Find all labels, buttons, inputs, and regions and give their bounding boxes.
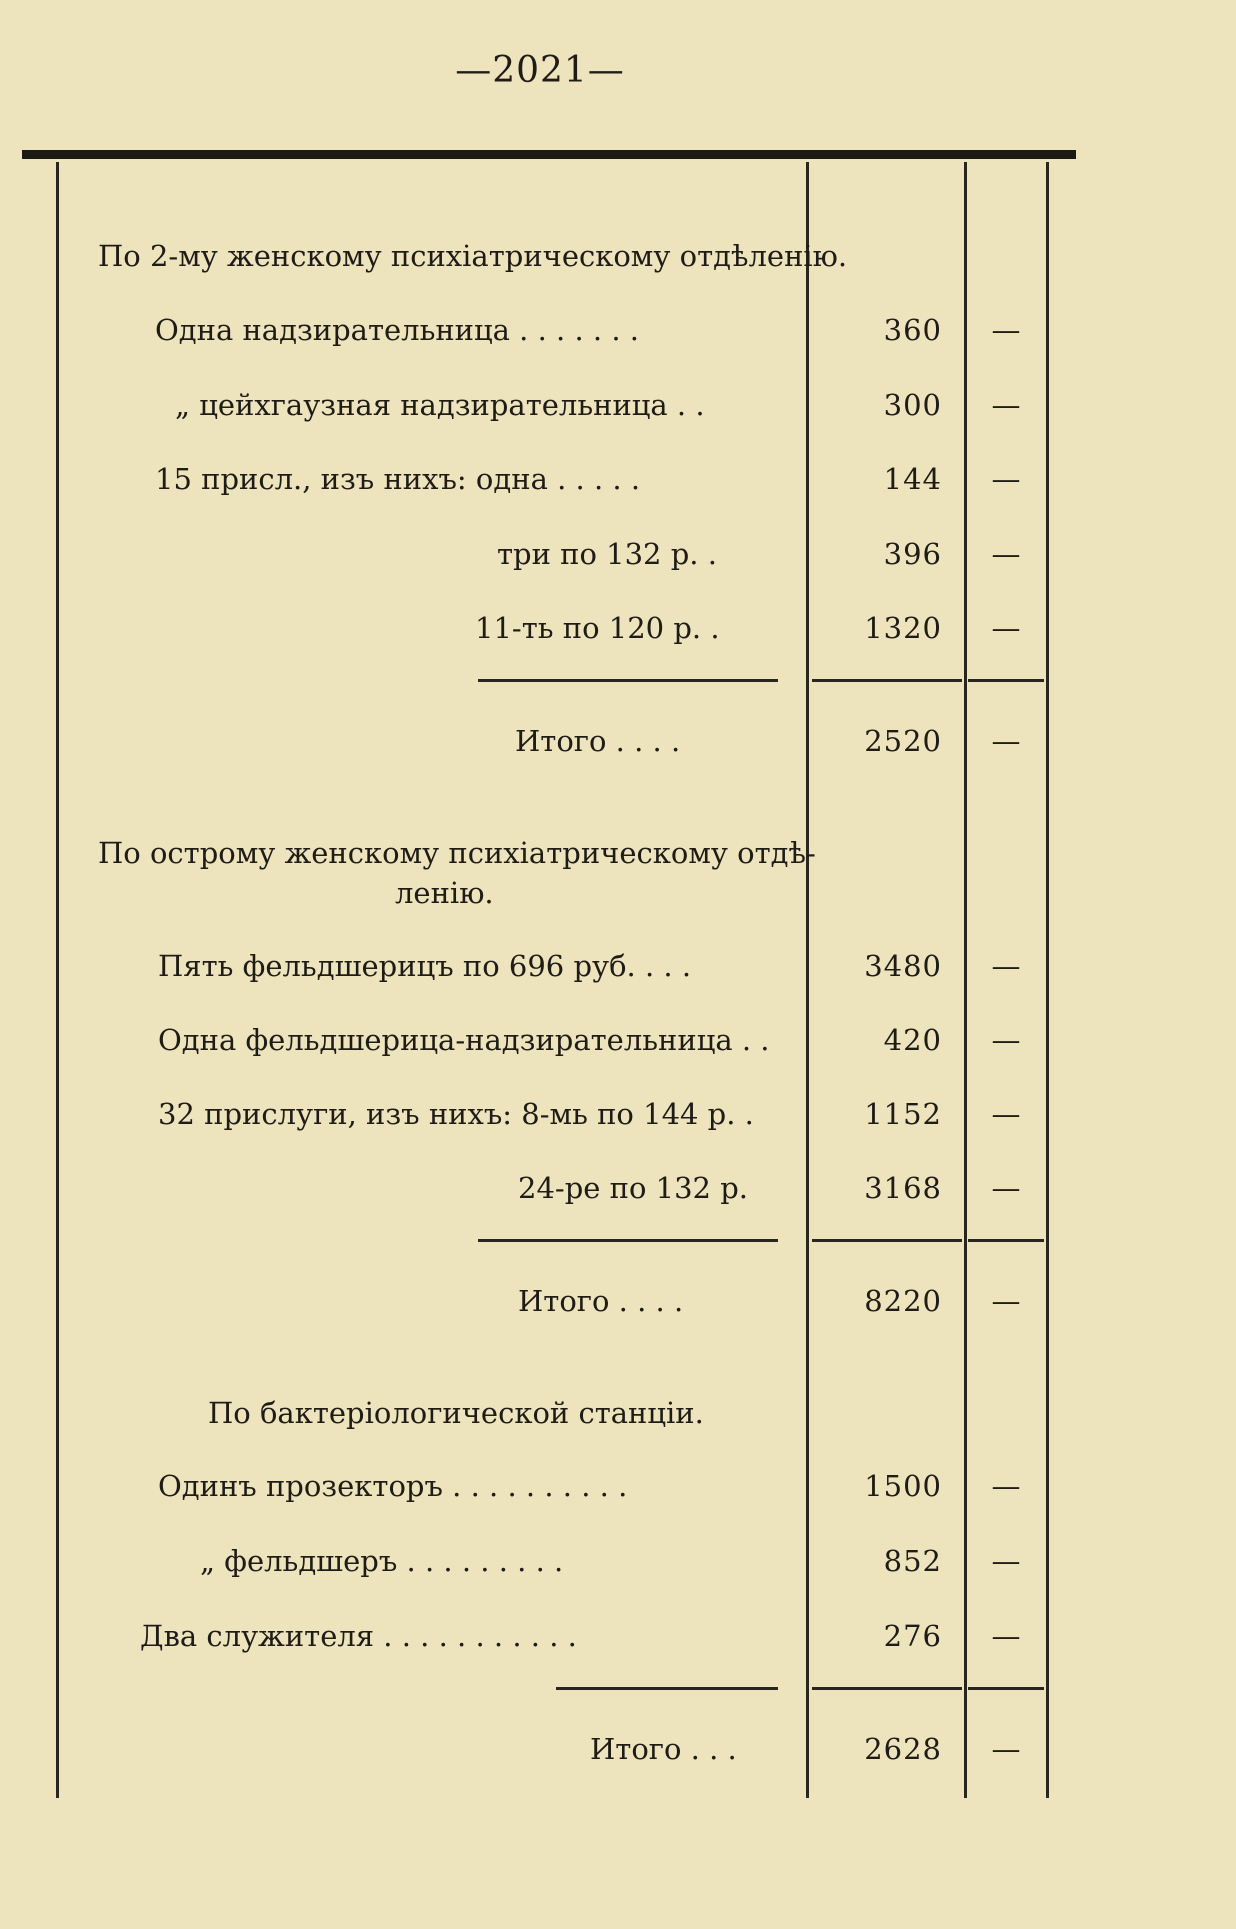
row-label: Одна фельдшерица-надзирательница . . xyxy=(158,1023,770,1057)
row-label: 24-ре по 132 р. xyxy=(518,1171,749,1205)
row-kop: — xyxy=(991,1544,1021,1578)
subtotal-rule xyxy=(812,1239,962,1242)
table-row xyxy=(0,308,1236,352)
page-number: —2021— xyxy=(455,50,625,91)
row-amount: 1152 xyxy=(864,1097,942,1131)
row-amount: 1320 xyxy=(864,611,942,645)
total-row xyxy=(0,1727,1236,1771)
row-label: три по 132 р. . xyxy=(497,537,717,571)
total-amount: 8220 xyxy=(864,1284,942,1318)
row-amount: 360 xyxy=(883,313,942,347)
row-label: 15 присл., изъ нихъ: одна . . . . . xyxy=(155,462,641,496)
total-label: Итого . . . . xyxy=(518,1284,684,1318)
table-row xyxy=(0,1614,1236,1658)
row-amount: 276 xyxy=(883,1619,942,1653)
row-label: „ цейхгаузная надзирательница . . xyxy=(175,388,705,422)
row-kop: — xyxy=(991,1619,1021,1653)
subtotal-rule xyxy=(556,1687,778,1690)
table-row xyxy=(0,1092,1236,1136)
row-label: Два служителя . . . . . . . . . . . xyxy=(140,1619,577,1653)
total-kop: — xyxy=(991,1284,1021,1318)
table-row xyxy=(0,532,1236,576)
table-row xyxy=(0,383,1236,427)
section-heading: По 2-му женскому психіатрическому отдѣленію. xyxy=(98,239,848,273)
row-amount: 3168 xyxy=(864,1171,942,1205)
table-row xyxy=(0,1166,1236,1210)
row-amount: 1500 xyxy=(864,1469,942,1503)
row-kop: — xyxy=(991,1171,1021,1205)
section-heading: По острому женскому психіатрическому отдѣ- xyxy=(98,836,816,870)
row-kop: — xyxy=(991,949,1021,983)
total-kop: — xyxy=(991,724,1021,758)
subtotal-rule xyxy=(968,1687,1044,1690)
section-heading: По бактеріологической станціи. xyxy=(208,1396,704,1430)
top-rule xyxy=(22,150,1076,159)
row-label: „ фельдшеръ . . . . . . . . . xyxy=(200,1544,564,1578)
table-row xyxy=(0,944,1236,988)
section-heading-continuation: ленію. xyxy=(395,876,494,910)
subtotal-rule xyxy=(478,679,778,682)
row-amount: 300 xyxy=(883,388,942,422)
subtotal-rule xyxy=(968,679,1044,682)
table-row xyxy=(0,457,1236,501)
table-row xyxy=(0,1018,1236,1062)
row-kop: — xyxy=(991,1097,1021,1131)
row-kop: — xyxy=(991,611,1021,645)
subtotal-rule xyxy=(812,679,962,682)
row-kop: — xyxy=(991,537,1021,571)
row-label: Пять фельдшерицъ по 696 руб. . . . xyxy=(158,949,692,983)
subtotal-rule xyxy=(968,1239,1044,1242)
row-kop: — xyxy=(991,388,1021,422)
row-kop: — xyxy=(991,462,1021,496)
total-amount: 2520 xyxy=(864,724,942,758)
subtotal-rule xyxy=(478,1239,778,1242)
row-kop: — xyxy=(991,1023,1021,1057)
row-amount: 144 xyxy=(883,462,942,496)
subtotal-rule xyxy=(812,1687,962,1690)
table-row xyxy=(0,1464,1236,1508)
row-label: 32 прислуги, изъ нихъ: 8-мь по 144 р. . xyxy=(158,1097,754,1131)
row-label: Одинъ прозекторъ . . . . . . . . . . xyxy=(158,1469,628,1503)
row-amount: 420 xyxy=(883,1023,942,1057)
total-label: Итого . . . xyxy=(590,1732,737,1766)
row-label: Одна надзирательница . . . . . . . xyxy=(155,313,640,347)
total-row xyxy=(0,1279,1236,1323)
table-row xyxy=(0,1539,1236,1583)
row-amount: 852 xyxy=(883,1544,942,1578)
table-row xyxy=(0,606,1236,650)
total-amount: 2628 xyxy=(864,1732,942,1766)
row-amount: 396 xyxy=(883,537,942,571)
row-kop: — xyxy=(991,313,1021,347)
row-amount: 3480 xyxy=(864,949,942,983)
total-label: Итого . . . . xyxy=(515,724,681,758)
total-kop: — xyxy=(991,1732,1021,1766)
row-label: 11-ть по 120 р. . xyxy=(475,611,720,645)
total-row xyxy=(0,719,1236,763)
row-kop: — xyxy=(991,1469,1021,1503)
